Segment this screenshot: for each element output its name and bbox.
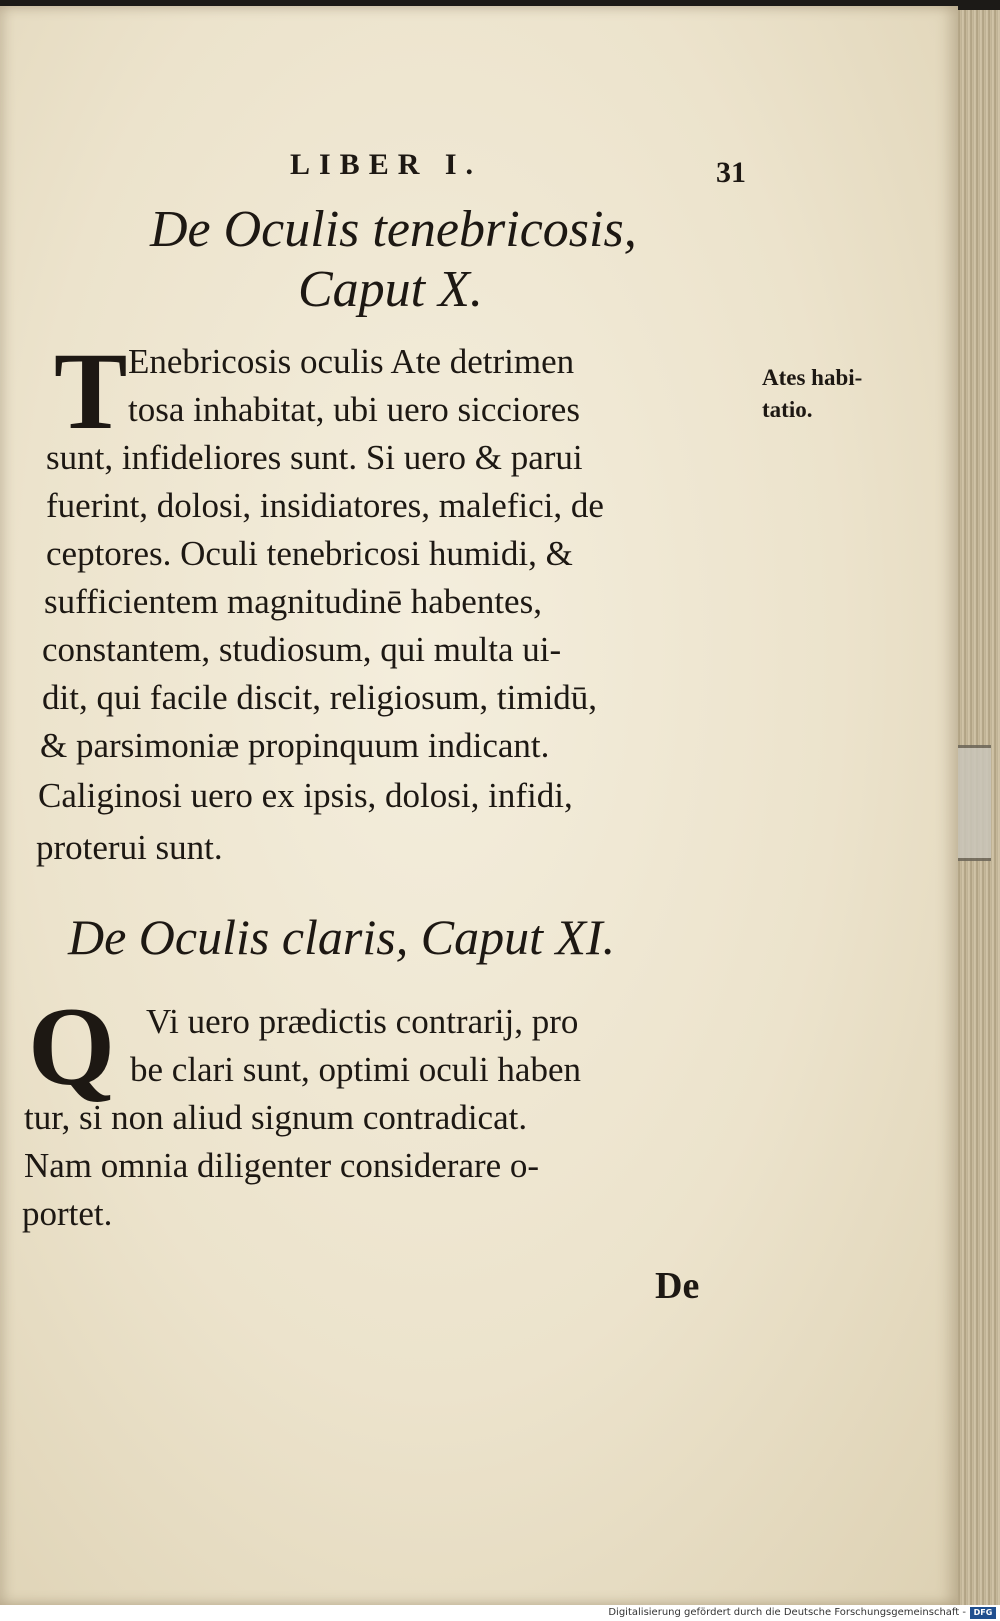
book-page [0, 6, 958, 1605]
chapter-11-text-line: portet. [22, 1194, 113, 1233]
chapter-10-text-line: Caliginosi uero ex ipsis, dolosi, infidi, [38, 776, 573, 815]
catchword: De [655, 1265, 700, 1307]
dfg-logo: DFG [970, 1607, 996, 1619]
chapter-10-title-line-1: De Oculis tenebricosis, [150, 201, 637, 258]
chapter-11-title: De Oculis claris, Caput XI. [68, 909, 616, 965]
chapter-10-text-line: Enebricosis oculis Ate detrimen [128, 342, 575, 381]
margin-note [762, 362, 862, 426]
chapter-11-text-line: tur, si non aliud signum contradicat. [24, 1098, 528, 1137]
chapter-11-text-line: Nam omnia diligenter considerare o- [24, 1146, 540, 1185]
chapter-10-title-line-2: Caput X. [298, 261, 483, 318]
footer-bar [0, 1605, 1000, 1621]
chapter-10-text-line: tosa inhabitat, ubi uero sicciores [128, 390, 580, 429]
chapter-10-text-line: constantem, studiosum, qui multa ui- [42, 630, 562, 669]
funding-credit: Digitalisierung gefördert durch die Deutsche Forschungsgemeinschaft - [608, 1607, 966, 1618]
margin-note-line-1: Ates habi- [762, 365, 863, 390]
page-number: 31 [716, 156, 746, 189]
chapter-10-drop-cap: T [54, 330, 128, 452]
chapter-10-text-line: proterui sunt. [36, 828, 223, 867]
chapter-10-text-line: dit, qui facile discit, religiosum, timidū, [42, 678, 598, 717]
chapter-11-drop-cap: Q [28, 985, 116, 1109]
running-head: LIBER I. [290, 148, 483, 181]
margin-note-line-2: tatio. [762, 397, 813, 422]
chapter-10-text-line: ceptores. Oculi tenebricosi humidi, & [46, 534, 573, 573]
chapter-10-text-line: sunt, infideliores sunt. Si uero & parui [46, 438, 583, 477]
chapter-10-text-line: fuerint, dolosi, insidiatores, malefici, de [46, 486, 604, 525]
chapter-11-text-line: Vi uero prædictis contrarij, pro [146, 1002, 579, 1041]
chapter-10-text-line: & parsimoniæ propinquum indicant. [40, 726, 550, 765]
chapter-11-text-line: be clari sunt, optimi oculi haben [130, 1050, 582, 1089]
chapter-10-text-line: sufficientem magnitudinē habentes, [44, 582, 542, 621]
